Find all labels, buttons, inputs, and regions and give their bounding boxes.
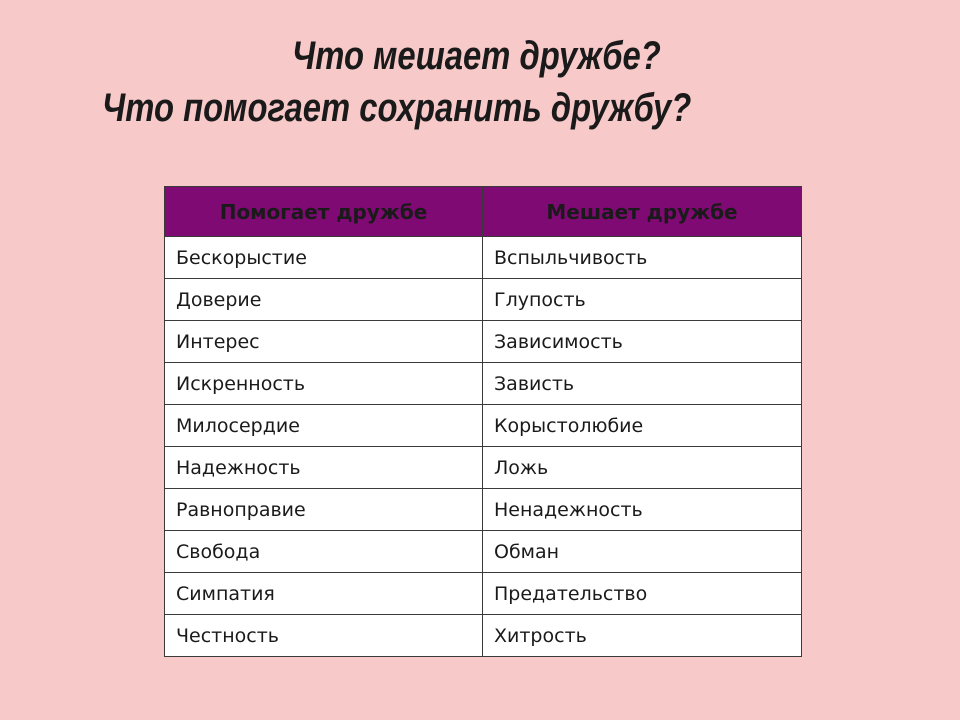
helps-cell: Надежность	[165, 447, 483, 489]
helps-cell: Честность	[165, 615, 483, 657]
helps-cell: Интерес	[165, 321, 483, 363]
table-row	[165, 615, 802, 657]
hinders-cell: Ненадежность	[483, 489, 802, 531]
table-header-row	[165, 187, 802, 237]
hinders-cell: Обман	[483, 531, 802, 573]
hinders-cell: Хитрость	[483, 615, 802, 657]
hinders-cell: Корыстолюбие	[483, 405, 802, 447]
table-row	[165, 279, 802, 321]
table-row	[165, 531, 802, 573]
helps-cell: Бескорыстие	[165, 237, 483, 279]
hinders-cell: Зависть	[483, 363, 802, 405]
hinders-cell: Глупость	[483, 279, 802, 321]
header-hinders-friendship: Мешает дружбе	[483, 187, 802, 237]
table-row	[165, 573, 802, 615]
helps-cell: Милосердие	[165, 405, 483, 447]
hinders-cell: Зависимость	[483, 321, 802, 363]
helps-cell: Симпатия	[165, 573, 483, 615]
helps-cell: Доверие	[165, 279, 483, 321]
table-row	[165, 447, 802, 489]
helps-cell: Свобода	[165, 531, 483, 573]
table-row	[165, 321, 802, 363]
header-helps-friendship: Помогает дружбе	[165, 187, 483, 237]
friendship-table	[164, 186, 802, 657]
hinders-cell: Предательство	[483, 573, 802, 615]
helps-cell: Искренность	[165, 363, 483, 405]
table-row	[165, 237, 802, 279]
hinders-cell: Ложь	[483, 447, 802, 489]
helps-cell: Равноправие	[165, 489, 483, 531]
hinders-cell: Вспыльчивость	[483, 237, 802, 279]
table-row	[165, 363, 802, 405]
title-line-1: Что мешает дружбе?	[292, 34, 661, 78]
table-row	[165, 489, 802, 531]
table-row	[165, 405, 802, 447]
title-line-2: Что помогает сохранить дружбу?	[102, 86, 692, 130]
